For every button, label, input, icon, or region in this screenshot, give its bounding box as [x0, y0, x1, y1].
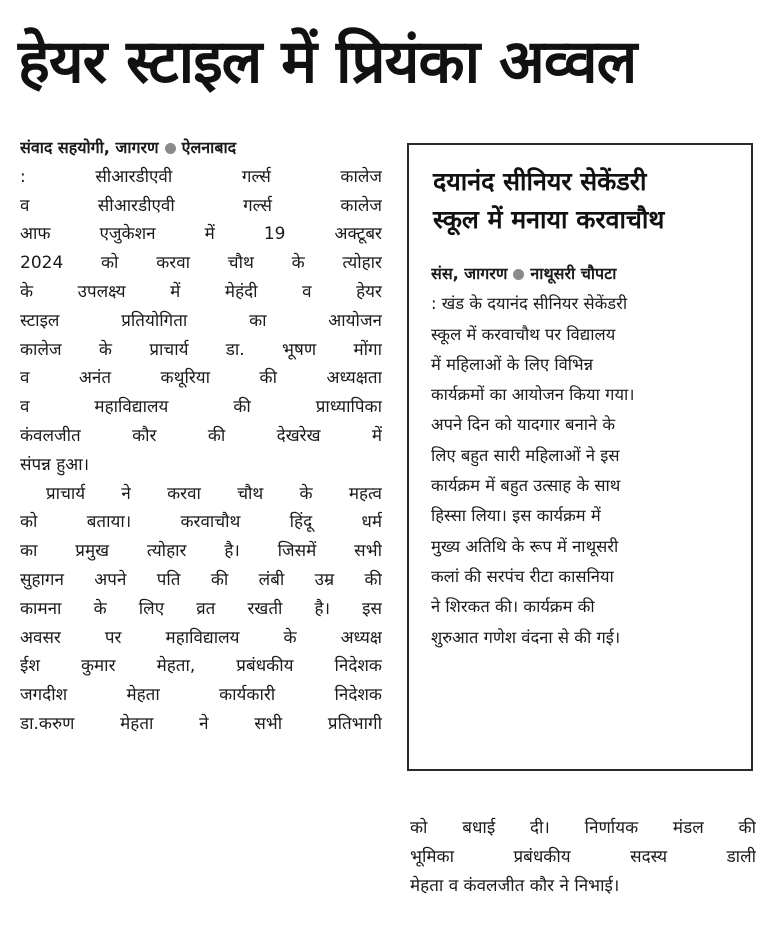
- article-line: : सीआरडीएवी गर्ल्स कालेज: [20, 166, 382, 187]
- article-line: स्टाइल प्रतियोगिता का आयोजन: [20, 310, 382, 331]
- article-line: आफ एजुकेशन में 19 अक्टूबर: [20, 224, 382, 245]
- article-line: प्राचार्य ने करवा चौथ के महत्व: [46, 483, 382, 504]
- box-article-line: ने शिरकत की। कार्यक्रम की: [431, 597, 595, 617]
- main-article-body: [20, 134, 382, 739]
- box-article-line: स्कूल में करवाचौथ पर विद्यालय: [431, 324, 616, 344]
- box-article-line: लिए बहुत सारी महिलाओं ने इस: [431, 445, 620, 465]
- article-line: संपन्न हुआ।: [20, 454, 90, 475]
- main-article-continuation: [410, 814, 756, 900]
- article-line: सुहागन अपने पति की लंबी उम्र की: [20, 569, 382, 590]
- box-article-line: कार्यक्रमों का आयोजन किया गया।: [431, 385, 635, 405]
- box-article-line: में महिलाओं के लिए विभिन्न: [431, 354, 594, 374]
- article-line: जगदीश मेहता कार्यकारी निदेशक: [20, 685, 382, 706]
- article-line: मेहता व कंवलजीत कौर ने निभाई।: [410, 875, 620, 896]
- box-dateline-source: संस, जागरण: [431, 264, 508, 283]
- article-line: ईश कुमार मेहता, प्रबंधकीय निदेशक: [20, 656, 382, 677]
- article-line: 2024 को करवा चौथ के त्योहार: [20, 253, 382, 274]
- article-line: कालेज के प्राचार्य डा. भूषण मोंगा: [20, 339, 382, 360]
- article-line: का प्रमुख त्योहार है। जिसमें सभी: [20, 541, 382, 562]
- article-line: व अनंत कथूरिया की अध्यक्षता: [20, 368, 382, 389]
- article-line: व महाविद्यालय की प्राध्यापिका: [20, 397, 382, 418]
- article-line: के उपलक्ष्य में मेहंदी व हेयर: [20, 281, 382, 302]
- bullet-dot-icon: [165, 143, 176, 154]
- box-dateline: [431, 259, 743, 289]
- article-line: को बधाई दी। निर्णायक मंडल की: [410, 818, 756, 838]
- article-line: अवसर पर महाविद्यालय के अध्यक्ष: [20, 627, 382, 648]
- box-headline-line: दयानंद सीनियर सेकेंडरी: [433, 167, 647, 196]
- box-dateline-place: नाथूसरी चौपटा: [530, 264, 617, 283]
- box-article-line: शुरुआत गणेश वंदना से की गई।: [431, 627, 621, 647]
- box-article-line: अपने दिन को यादगार बनाने के: [431, 415, 616, 435]
- bullet-dot-icon: [513, 269, 524, 280]
- article-line: डा.करुण मेहता ने सभी प्रतिभागी: [20, 713, 382, 734]
- headline: हेयर स्टाइल में प्रियंका अव्वल: [18, 27, 637, 97]
- main-dateline: [20, 134, 382, 163]
- article-line: भूमिका प्रबंधकीय सदस्य डाली: [410, 846, 756, 867]
- box-headline: [433, 163, 743, 239]
- box-article-body: [431, 259, 743, 653]
- box-article-line: कलां की सरपंच रीटा कासनिया: [431, 566, 614, 586]
- sidebar-news-box: [407, 143, 753, 771]
- article-line: को बताया। करवाचौथ हिंदू धर्म: [20, 512, 382, 533]
- box-article-line: कार्यक्रम में बहुत उत्साह के साथ: [431, 476, 621, 496]
- main-dateline-source: संवाद सहयोगी, जागरण: [20, 138, 159, 157]
- article-line: कामना के लिए व्रत रखती है। इस: [20, 598, 382, 619]
- article-line: व सीआरडीएवी गर्ल्स कालेज: [20, 195, 382, 216]
- box-article-line: हिस्सा लिया। इस कार्यक्रम में: [431, 506, 601, 526]
- box-headline-line: स्कूल में मनाया करवाचौथ: [433, 205, 665, 234]
- box-article-line: : खंड के दयानंद सीनियर सेकेंडरी: [431, 294, 628, 314]
- article-line: कंवलजीत कौर की देखरेख में: [20, 425, 382, 446]
- box-article-line: मुख्य अतिथि के रूप में नाथूसरी: [431, 536, 619, 556]
- main-dateline-place: ऐलनाबाद: [181, 138, 237, 157]
